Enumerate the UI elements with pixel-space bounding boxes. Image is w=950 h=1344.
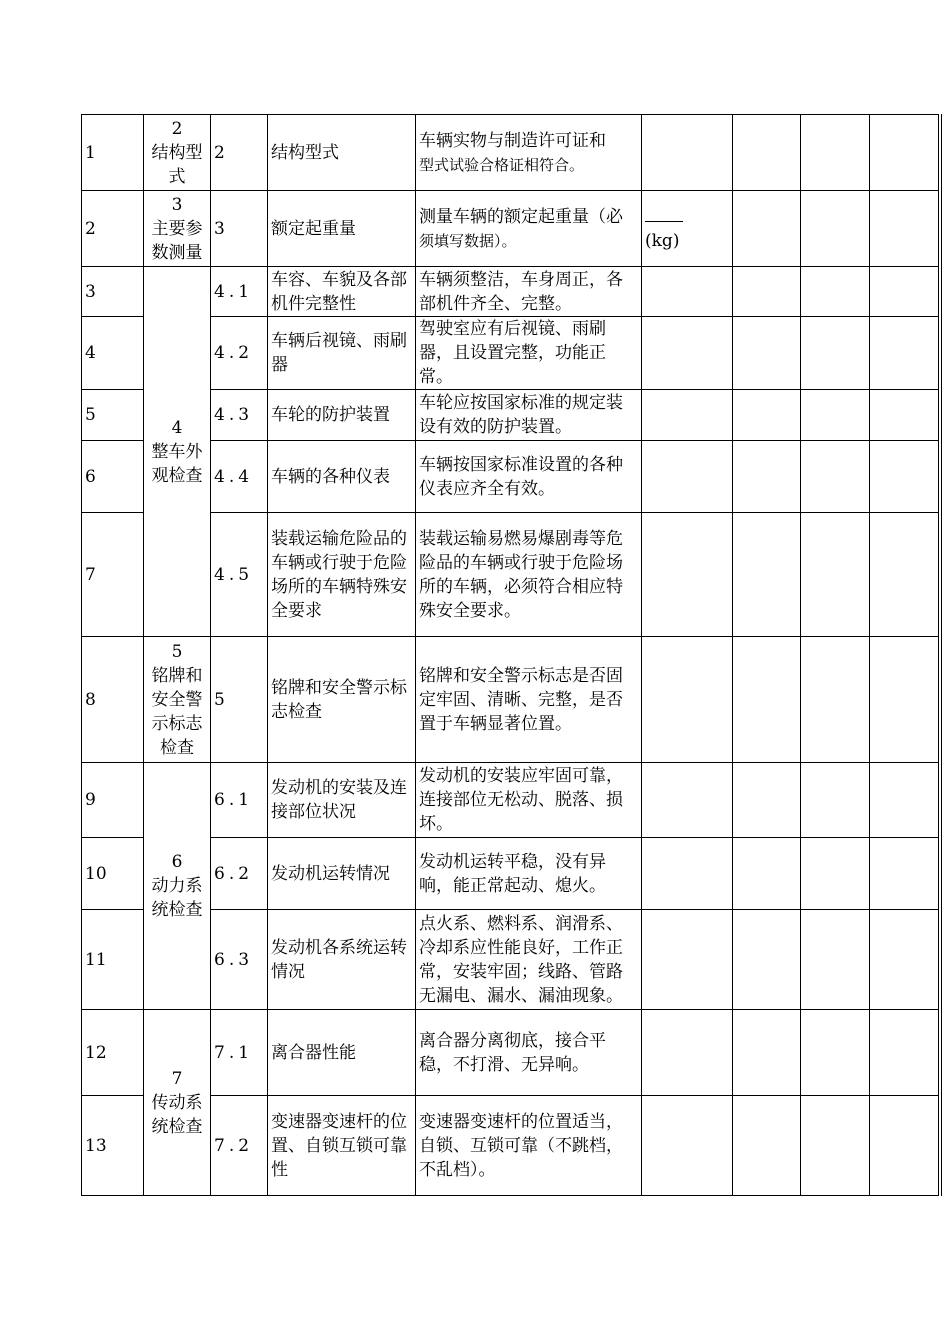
item-code: 6.3 — [211, 910, 268, 1010]
section-title-line: 传动系 — [151, 1092, 203, 1113]
requirement-cell: 车轮应按国家标准的规定装设有效的防护装置。 — [416, 390, 642, 441]
row-number: 1 — [82, 115, 144, 191]
section-title-line: 铭牌和 — [151, 665, 203, 686]
row-number: 7 — [82, 513, 144, 637]
requirement-cell: 发动机运转平稳，没有异响，能正常起动、熄火。 — [416, 838, 642, 910]
section-cell — [144, 267, 211, 637]
result-cell — [642, 1096, 733, 1196]
result-cell — [642, 441, 733, 513]
blank-cell — [733, 191, 801, 267]
requirement-cell — [416, 191, 642, 267]
blank-cell — [870, 441, 939, 513]
section-title-line: 主要参 — [151, 218, 203, 239]
blank-cell — [733, 513, 801, 637]
requirement-cell: 点火系、燃料系、润滑系、冷却系应性能良好，工作正常，安装牢固；线路、管路无漏电、漏水、漏油现象。 — [416, 910, 642, 1010]
blank-cell — [733, 115, 801, 191]
fill-in-blank[interactable] — [645, 207, 683, 222]
requirement-cell: 车辆须整洁，车身周正，各部机件齐全、完整。 — [416, 267, 642, 317]
item-code: 6.2 — [211, 838, 268, 910]
table-row — [82, 441, 939, 513]
item-name: 发动机各系统运转情况 — [268, 910, 416, 1010]
blank-cell — [870, 1096, 939, 1196]
result-cell — [642, 1010, 733, 1096]
item-name: 发动机的安装及连接部位状况 — [268, 763, 416, 838]
requirement-line: 车辆实物与制造许可证和 — [419, 130, 606, 151]
table-row — [82, 191, 939, 267]
result-cell — [642, 267, 733, 317]
result-cell — [642, 838, 733, 910]
unit-label: (kg) — [645, 230, 680, 251]
blank-cell — [733, 1096, 801, 1196]
table-row — [82, 838, 939, 910]
row-number: 12 — [82, 1010, 144, 1096]
section-title-line: 示标志 — [151, 713, 203, 734]
section-number: 2 — [171, 118, 183, 139]
requirement-cell: 驾驶室应有后视镜、雨刷器，且设置完整，功能正常。 — [416, 317, 642, 390]
result-cell — [642, 390, 733, 441]
result-cell — [642, 763, 733, 838]
blank-cell — [733, 1010, 801, 1096]
requirement-cell: 离合器分离彻底，接合平稳，不打滑、无异响。 — [416, 1010, 642, 1096]
item-name: 变速器变速杆的位置、自锁互锁可靠性 — [268, 1096, 416, 1196]
table-row — [82, 1096, 939, 1196]
item-name: 额定起重量 — [268, 191, 416, 267]
requirement-cell — [416, 115, 642, 191]
blank-cell — [801, 267, 870, 317]
row-number: 3 — [82, 267, 144, 317]
requirement-cell: 变速器变速杆的位置适当，自锁、互锁可靠（不跳档，不乱档）。 — [416, 1096, 642, 1196]
section-cell — [144, 1010, 211, 1196]
requirement-line: 型式试验合格证相符合。 — [419, 155, 585, 174]
item-code: 7.2 — [211, 1096, 268, 1196]
table-row — [82, 390, 939, 441]
row-number: 6 — [82, 441, 144, 513]
result-cell — [642, 513, 733, 637]
section-title-line: 动力系 — [151, 876, 203, 896]
blank-cell — [801, 317, 870, 390]
row-number: 5 — [82, 390, 144, 441]
blank-cell — [801, 1010, 870, 1096]
item-name: 结构型式 — [268, 115, 416, 191]
item-code: 4.2 — [211, 317, 268, 390]
row-number: 2 — [82, 191, 144, 267]
blank-cell — [733, 763, 801, 838]
section-title-line: 结构型 — [151, 142, 203, 163]
item-name: 车轮的防护装置 — [268, 390, 416, 441]
table-row — [82, 1010, 939, 1096]
row-number: 8 — [82, 637, 144, 763]
blank-cell — [801, 763, 870, 838]
section-title-line: 数测量 — [151, 242, 203, 263]
blank-cell — [870, 390, 939, 441]
row-number: 11 — [82, 910, 144, 1010]
blank-cell — [801, 191, 870, 267]
blank-cell — [733, 317, 801, 390]
blank-cell — [801, 513, 870, 637]
result-cell — [642, 910, 733, 1010]
section-title-line: 安全警 — [151, 689, 203, 710]
blank-cell — [733, 637, 801, 763]
blank-cell — [870, 1010, 939, 1096]
blank-cell — [870, 838, 939, 910]
requirement-line: 须填写数据）。 — [419, 231, 517, 250]
result-cell — [642, 637, 733, 763]
blank-cell — [870, 637, 939, 763]
row-number: 10 — [82, 838, 144, 910]
item-name: 发动机运转情况 — [268, 838, 416, 910]
table-row — [82, 267, 939, 317]
section-title-line: 整车外 — [151, 441, 203, 462]
result-cell — [642, 317, 733, 390]
section-title-line: 检查 — [160, 737, 194, 758]
blank-cell — [801, 441, 870, 513]
item-name: 车辆的各种仪表 — [268, 441, 416, 513]
section-number: 6 — [171, 852, 183, 872]
table-row — [82, 115, 939, 191]
item-code: 4.3 — [211, 390, 268, 441]
item-code: 3 — [211, 191, 268, 267]
table-row — [82, 317, 939, 390]
blank-cell — [801, 390, 870, 441]
requirement-cell: 装载运输易燃易爆剧毒等危险品的车辆或行驶于危险场所的车辆，必须符合相应特殊安全要求。 — [416, 513, 642, 637]
requirement-line: 测量车辆的额定起重量（必 — [419, 206, 623, 227]
item-name: 车辆后视镜、雨刷器 — [268, 317, 416, 390]
section-number: 7 — [171, 1068, 183, 1089]
table-row — [82, 763, 939, 838]
item-code: 4.5 — [211, 513, 268, 637]
item-code: 4.4 — [211, 441, 268, 513]
result-cell — [642, 115, 733, 191]
requirement-cell: 发动机的安装应牢固可靠，连接部位无松动、脱落、损坏。 — [416, 763, 642, 838]
item-code: 7.1 — [211, 1010, 268, 1096]
item-name: 离合器性能 — [268, 1010, 416, 1096]
blank-cell — [733, 390, 801, 441]
section-number: 4 — [171, 417, 183, 438]
section-title-line: 观检查 — [151, 465, 203, 486]
blank-cell — [733, 910, 801, 1010]
blank-cell — [801, 637, 870, 763]
blank-cell — [733, 838, 801, 910]
item-name: 铭牌和安全警示标志检查 — [268, 637, 416, 763]
blank-cell — [870, 763, 939, 838]
section-title-line: 统检查 — [151, 1116, 203, 1137]
blank-cell — [801, 1096, 870, 1196]
result-cell — [642, 191, 733, 267]
blank-cell — [801, 910, 870, 1010]
requirement-cell: 车辆按国家标准设置的各种仪表应齐全有效。 — [416, 441, 642, 513]
blank-cell — [801, 838, 870, 910]
blank-cell — [870, 910, 939, 1010]
section-cell — [144, 763, 211, 1010]
section-cell — [144, 115, 211, 191]
item-name: 装载运输危险品的车辆或行驶于危险场所的车辆特殊安全要求 — [268, 513, 416, 637]
item-code: 6.1 — [211, 763, 268, 838]
row-number: 9 — [82, 763, 144, 838]
item-code: 5 — [211, 637, 268, 763]
row-number: 13 — [82, 1096, 144, 1196]
section-cell — [144, 191, 211, 267]
blank-cell — [801, 115, 870, 191]
table-row — [82, 513, 939, 637]
section-number: 5 — [171, 641, 183, 662]
inspection-table — [81, 114, 939, 1196]
blank-cell — [870, 191, 939, 267]
section-cell — [144, 637, 211, 763]
table-row — [82, 910, 939, 1010]
blank-cell — [733, 441, 801, 513]
blank-cell — [870, 115, 939, 191]
table-row — [82, 637, 939, 763]
section-title-line: 统检查 — [151, 900, 203, 920]
row-number: 4 — [82, 317, 144, 390]
blank-cell — [733, 267, 801, 317]
blank-cell — [870, 267, 939, 317]
item-code: 4.1 — [211, 267, 268, 317]
item-code: 2 — [211, 115, 268, 191]
blank-cell — [870, 317, 939, 390]
section-number: 3 — [171, 194, 183, 215]
requirement-cell: 铭牌和安全警示标志是否固定牢固、清晰、完整，是否置于车辆显著位置。 — [416, 637, 642, 763]
blank-cell — [870, 513, 939, 637]
section-title-line: 式 — [168, 166, 186, 187]
item-name: 车容、车貌及各部机件完整性 — [268, 267, 416, 317]
